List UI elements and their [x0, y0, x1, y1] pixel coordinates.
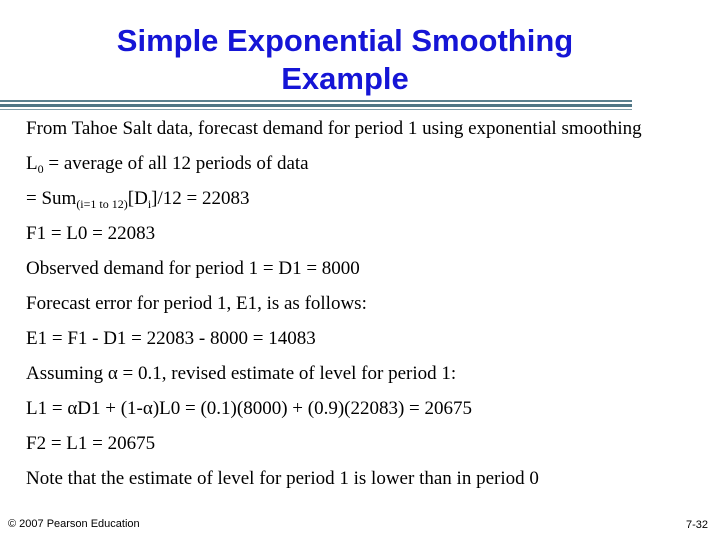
- slide-title: [0, 22, 690, 98]
- sum-text: = Sum: [26, 188, 77, 209]
- demand-subscript: i: [147, 197, 152, 211]
- body-paragraph-2-text: = average of all 12 periods of data: [43, 153, 309, 174]
- body-paragraph-8: Assuming α = 0.1, revised estimate of level for period 1:: [26, 363, 457, 384]
- slide-title-line2: Example: [281, 61, 409, 96]
- body-paragraph-2: [26, 152, 706, 175]
- page-number: 7-32: [685, 519, 708, 531]
- demand-text: [D: [127, 188, 148, 209]
- level-subscript: 0: [37, 162, 44, 176]
- body-paragraph-4: F1 = L0 = 22083: [26, 223, 156, 244]
- sum-result-text: ]/12 = 22083: [151, 188, 250, 209]
- title-divider: [0, 100, 632, 110]
- slide-body: [26, 117, 706, 502]
- body-paragraph-11: Note that the estimate of level for period 1 is lower than in period 0: [26, 468, 539, 489]
- body-paragraph-5: Observed demand for period 1 = D1 = 8000: [26, 258, 360, 279]
- level-symbol: L: [26, 153, 38, 174]
- body-paragraph-6: Forecast error for period 1, E1, is as follows:: [26, 293, 367, 314]
- body-paragraph-7: E1 = F1 - D1 = 22083 - 8000 = 14083: [26, 328, 316, 349]
- body-paragraph-10: F2 = L1 = 20675: [26, 433, 156, 454]
- sum-subscript: (i=1 to 12): [76, 197, 128, 211]
- body-paragraph-1: From Tahoe Salt data, forecast demand for period 1 using exponential smoothing: [26, 118, 642, 139]
- body-paragraph-3: [26, 187, 706, 210]
- body-paragraph-9: L1 = αD1 + (1-α)L0 = (0.1)(8000) + (0.9)(22083) = 20675: [26, 398, 473, 419]
- copyright-footer: © 2007 Pearson Education: [8, 518, 140, 530]
- slide-title-line1: Simple Exponential Smoothing: [116, 23, 574, 58]
